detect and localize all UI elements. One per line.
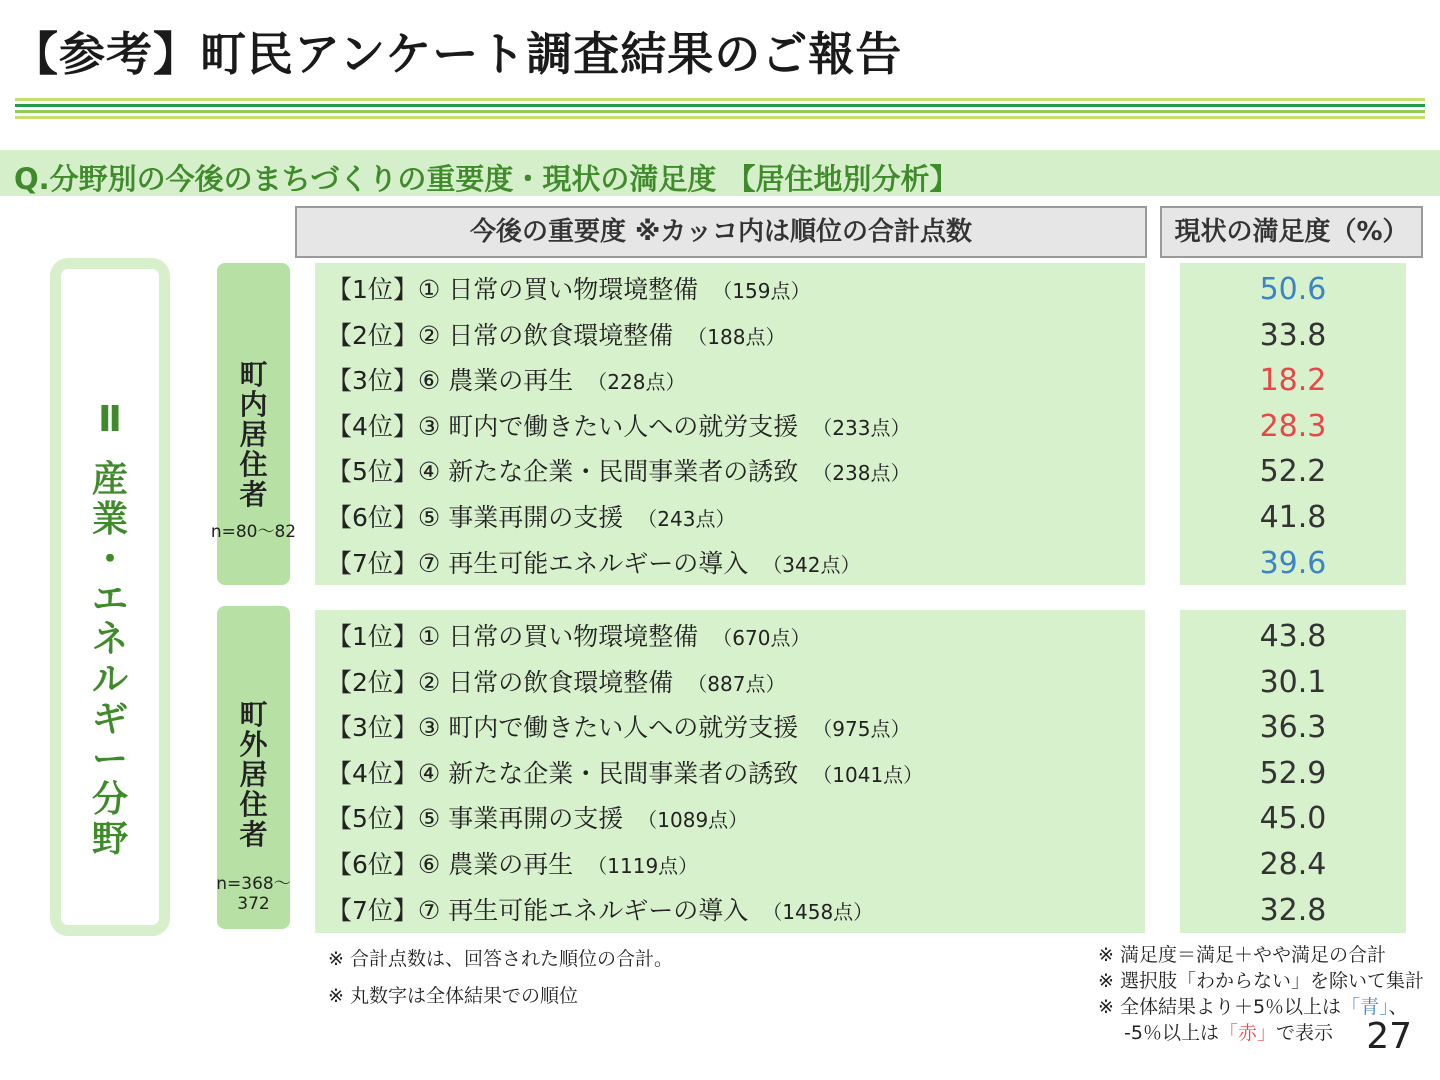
header-importance: 今後の重要度 ※カッコ内は順位の合計点数 <box>295 206 1147 258</box>
rank-label: 【4位】 <box>327 758 418 788</box>
note-red-label: 「赤」 <box>1218 1022 1276 1044</box>
satisfaction-value: 41.8 <box>1259 500 1327 535</box>
rank-label: 【1位】 <box>327 622 418 651</box>
points-total: （1041点） <box>812 762 924 787</box>
note-exclusion: ※ 選択肢「わからない」を除いて集計 <box>1098 970 1424 992</box>
importance-row <box>327 660 785 706</box>
rank-label: 【7位】 <box>327 548 418 578</box>
points-total: （1089点） <box>637 808 749 833</box>
item-name: ② 日常の飲食環境整備 <box>417 320 674 350</box>
group-sample-size: n=368～372 <box>216 874 291 914</box>
page-title: 【参考】町民アンケート調査結果のご報告 <box>12 27 903 81</box>
item-name: ① 日常の買い物環境整備 <box>417 275 699 304</box>
group-sample-size: n=80～82 <box>210 522 297 542</box>
category-char: ー <box>91 739 128 780</box>
header-satisfaction: 現状の満足度（%） <box>1160 206 1423 258</box>
note-color-rule-2 <box>1124 1020 1333 1046</box>
note-satisfaction-def: ※ 満足度＝満足＋やや満足の合計 <box>1098 944 1386 966</box>
page-number: 27 <box>1366 1016 1412 1057</box>
rank-label: 【3位】 <box>327 366 418 396</box>
note-color-rule-text: ※ 全体結果より＋5％以上は <box>1098 996 1342 1018</box>
importance-row <box>327 358 685 404</box>
title-divider <box>15 104 1425 107</box>
importance-row <box>327 888 873 934</box>
satisfaction-value: 28.3 <box>1259 408 1327 444</box>
category-char: Ⅱ <box>98 399 122 440</box>
points-total: （670点） <box>712 626 811 650</box>
satisfaction-value: 18.2 <box>1259 363 1327 399</box>
rank-label: 【5位】 <box>327 804 418 834</box>
note-total-points: ※ 合計点数は、回答された順位の合計。 <box>328 948 673 970</box>
importance-row <box>327 313 785 359</box>
rank-label: 【7位】 <box>327 895 418 925</box>
note-color-rule-text: -5％以上は <box>1124 1022 1219 1044</box>
item-name: ④ 新たな企業・民間事業者の誘致 <box>417 758 799 788</box>
item-name: ⑦ 再生可能エネルギーの導入 <box>417 548 749 578</box>
satisfaction-value: 28.4 <box>1259 847 1327 882</box>
importance-row <box>327 796 748 842</box>
group-label-resident-in <box>217 360 290 510</box>
group-label-char: 居 <box>239 418 268 451</box>
points-total: （228点） <box>587 370 686 395</box>
satisfaction-panel <box>1180 610 1406 933</box>
group-label-char: 者 <box>239 818 268 851</box>
rank-label: 【3位】 <box>327 713 418 743</box>
category-label <box>60 400 160 860</box>
satisfaction-value: 45.0 <box>1259 801 1327 837</box>
category-char <box>60 440 160 460</box>
satisfaction-value: 33.8 <box>1259 317 1327 353</box>
item-name: ③ 町内で働きたい人への就労支援 <box>417 713 799 743</box>
title-divider <box>15 98 1425 101</box>
satisfaction-value: 52.2 <box>1259 454 1327 490</box>
group-label-char: 居 <box>239 758 268 791</box>
category-char: 分 <box>91 779 128 820</box>
rank-label: 【6位】 <box>327 503 418 532</box>
points-total: （1458点） <box>762 899 874 924</box>
title-divider <box>15 116 1425 119</box>
importance-row <box>327 449 910 495</box>
category-char: ・ <box>91 539 128 580</box>
item-name: ④ 新たな企業・民間事業者の誘致 <box>417 457 799 487</box>
category-char: 野 <box>91 819 128 860</box>
rank-label: 【2位】 <box>327 667 418 697</box>
points-total: （159点） <box>712 279 811 303</box>
group-label-char: 内 <box>239 388 268 421</box>
satisfaction-value: 50.6 <box>1259 272 1327 307</box>
item-name: ⑥ 農業の再生 <box>417 850 574 879</box>
rank-label: 【2位】 <box>327 320 418 350</box>
category-char: ギ <box>91 699 128 740</box>
group-label-char: 者 <box>239 478 268 511</box>
importance-row <box>327 404 910 450</box>
satisfaction-value: 52.9 <box>1259 755 1327 791</box>
rank-label: 【5位】 <box>327 457 418 487</box>
importance-panel <box>315 263 1145 585</box>
points-total: （233点） <box>812 415 911 440</box>
importance-row <box>327 705 910 751</box>
item-name: ② 日常の飲食環境整備 <box>417 667 674 697</box>
category-char: ル <box>91 659 128 700</box>
group-label-char: 住 <box>239 448 268 481</box>
item-name: ⑦ 再生可能エネルギーの導入 <box>417 895 749 925</box>
rank-label: 【6位】 <box>327 850 418 879</box>
points-total: （188点） <box>687 324 786 349</box>
satisfaction-value: 32.8 <box>1259 892 1327 928</box>
importance-row <box>327 267 810 313</box>
note-color-rule-text: 、 <box>1388 996 1408 1018</box>
note-blue-label: 「青」 <box>1341 996 1389 1018</box>
item-name: ⑤ 事業再開の支援 <box>417 804 624 834</box>
satisfaction-value: 39.6 <box>1259 545 1327 581</box>
title-divider <box>15 110 1425 113</box>
satisfaction-value: 43.8 <box>1259 619 1327 654</box>
group-label-char: 住 <box>239 788 268 821</box>
importance-row <box>327 495 735 541</box>
group-label-resident-out <box>217 700 290 850</box>
note-color-rule <box>1098 994 1408 1020</box>
points-total: （975点） <box>812 717 911 742</box>
category-char: 産 <box>91 459 128 500</box>
points-total: （1119点） <box>587 854 699 878</box>
question-text: Q.分野別の今後のまちづくりの重要度・現状の満足度 【居住地別分析】 <box>14 162 959 196</box>
note-circled-numbers: ※ 丸数字は全体結果での順位 <box>328 985 578 1007</box>
item-name: ③ 町内で働きたい人への就労支援 <box>417 411 799 441</box>
importance-row <box>327 751 923 797</box>
item-name: ⑤ 事業再開の支援 <box>417 503 624 532</box>
satisfaction-value: 30.1 <box>1259 664 1327 700</box>
category-char: 業 <box>91 499 128 540</box>
rank-label: 【4位】 <box>327 411 418 441</box>
rank-label: 【1位】 <box>327 275 418 304</box>
points-total: （342点） <box>762 552 861 577</box>
group-label-char: 町 <box>239 698 268 731</box>
group-label-char: 外 <box>239 728 268 761</box>
satisfaction-panel <box>1180 263 1406 585</box>
note-color-rule-text: で表示 <box>1275 1022 1333 1044</box>
category-char: ネ <box>91 619 128 660</box>
group-label-char: 町 <box>239 358 268 391</box>
importance-row <box>327 842 698 888</box>
item-name: ⑥ 農業の再生 <box>417 366 574 396</box>
points-total: （243点） <box>637 507 736 531</box>
importance-row <box>327 614 810 660</box>
category-char: エ <box>91 579 128 620</box>
satisfaction-value: 36.3 <box>1259 710 1327 746</box>
importance-panel <box>315 610 1145 933</box>
importance-row <box>327 541 860 587</box>
item-name: ① 日常の買い物環境整備 <box>417 622 699 651</box>
points-total: （887点） <box>687 671 786 696</box>
points-total: （238点） <box>812 461 911 486</box>
